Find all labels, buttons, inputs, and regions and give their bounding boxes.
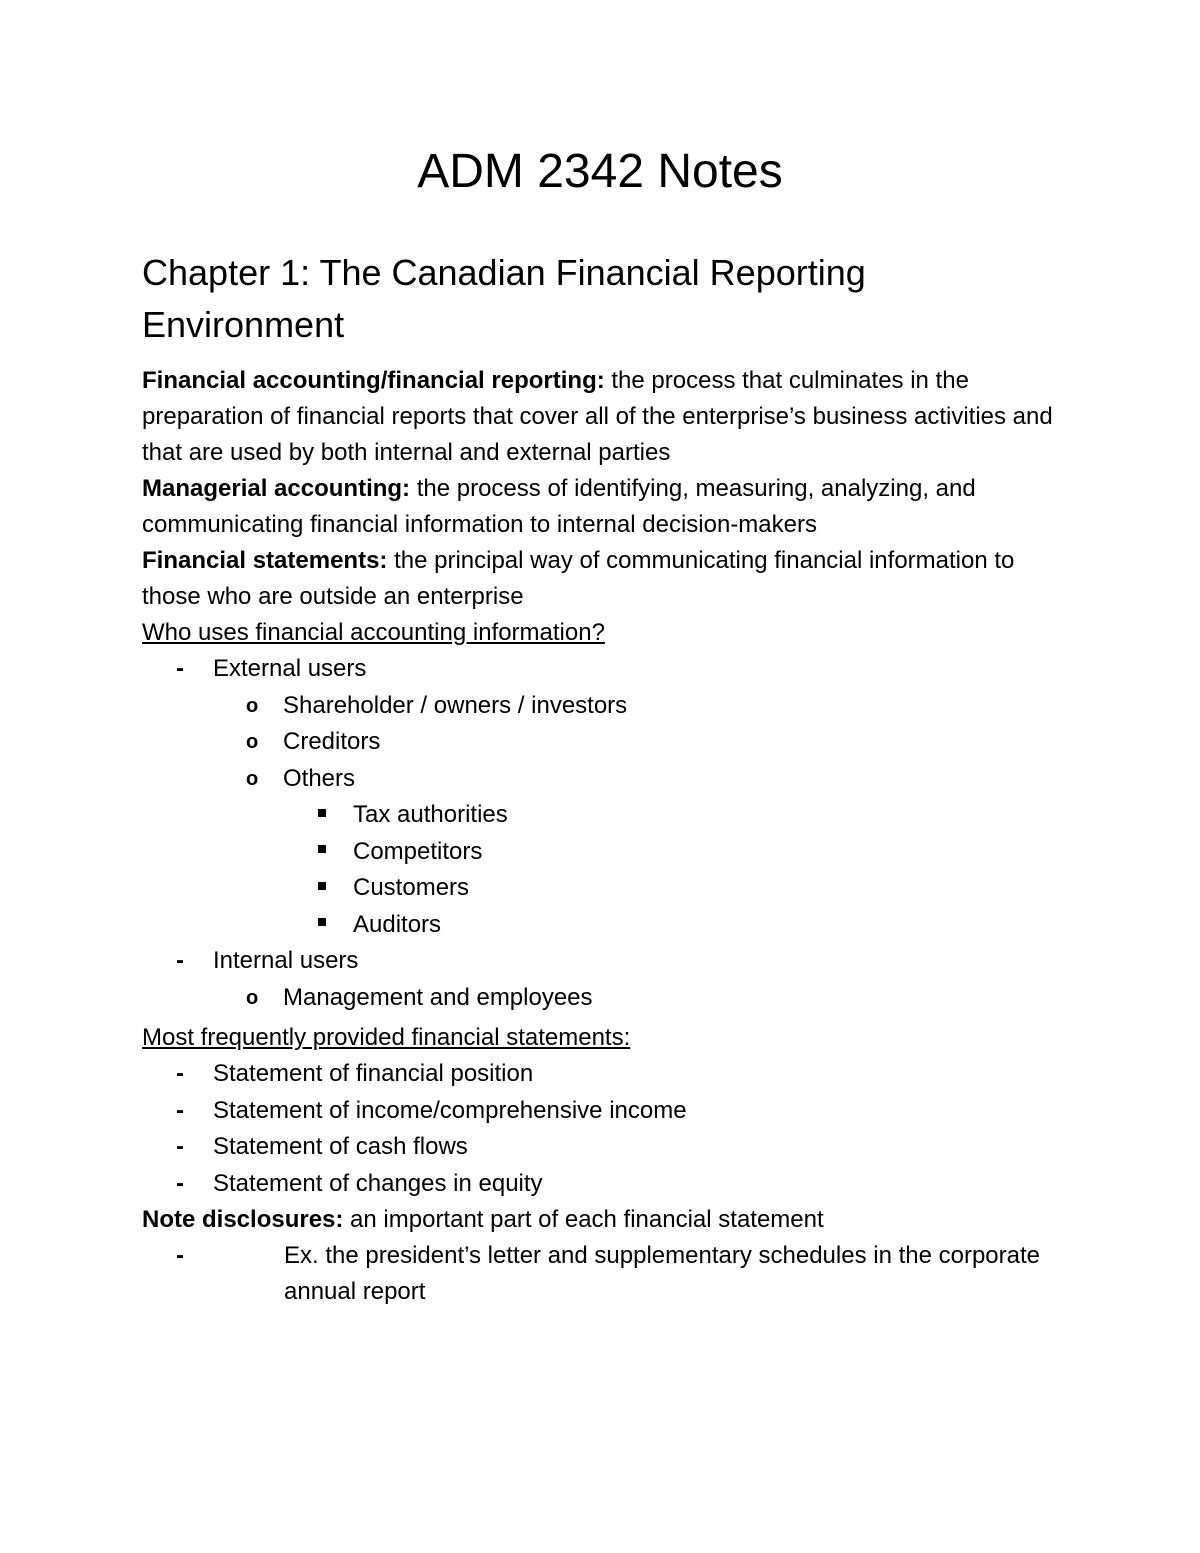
circle-bullet: o	[246, 731, 259, 753]
list-item-text: Statement of income/comprehensive income	[213, 1096, 687, 1124]
list-item-text: Shareholder / owners / investors	[283, 691, 628, 719]
definition-text: an important part of each financial statement	[343, 1206, 824, 1233]
list-item	[142, 1166, 1062, 1203]
list-item	[142, 1056, 1062, 1093]
users-section-heading: Who uses financial accounting information?	[142, 619, 605, 646]
list-item	[142, 688, 1062, 725]
list-item-text: Ex. the president’s letter and supplementary schedules in the corporate annual report	[284, 1242, 1040, 1305]
list-item	[142, 980, 1062, 1017]
dash-bullet: -	[176, 655, 184, 682]
list-item	[142, 797, 1062, 834]
dash-bullet: -	[176, 947, 184, 974]
square-bullet-icon	[318, 870, 338, 907]
definition-text: the process that culminates in the preparation of financial reports that cover all of the enterprise’s business activities and that are used by both internal and external parties	[142, 367, 1053, 466]
document-title: ADM 2342 Notes	[417, 145, 783, 198]
list-item-example	[142, 1238, 1062, 1310]
definition-term: Note disclosures:	[142, 1206, 344, 1233]
definition-managerial-accounting	[142, 471, 1062, 543]
definition-text: the principal way of communicating financial information to those who are outside an enterprise	[142, 547, 1015, 610]
definition-text: the process of identifying, measuring, analyzing, and communicating financial information to internal decision-makers	[142, 475, 976, 538]
list-item-text: Management and employees	[283, 983, 593, 1011]
square-bullet-icon	[318, 907, 338, 944]
dash-bullet: -	[176, 1169, 184, 1197]
list-item-text: Customers	[353, 874, 470, 901]
circle-bullet: o	[246, 767, 259, 790]
list-item	[142, 1093, 1062, 1130]
list-item	[142, 834, 1062, 871]
circle-bullet: o	[246, 694, 259, 717]
dash-bullet: -	[176, 1096, 184, 1124]
dash-bullet: -	[176, 1133, 184, 1160]
statements-section-heading: Most frequently provided financial statements:	[142, 1024, 631, 1051]
list-item-text: Internal users	[213, 947, 359, 974]
document-body	[142, 363, 1062, 1310]
list-item	[142, 1129, 1062, 1166]
list-item-text: Auditors	[353, 910, 442, 938]
dash-bullet: -	[176, 1242, 184, 1269]
list-item	[142, 907, 1062, 944]
list-item-text: External users	[213, 655, 367, 682]
list-item-internal-users	[142, 943, 1062, 980]
list-item-text: Others	[283, 764, 356, 792]
definition-term: Managerial accounting:	[142, 475, 411, 502]
list-item-text: Statement of cash flows	[213, 1133, 468, 1160]
list-item-text: Statement of financial position	[213, 1060, 534, 1087]
list-item-external-users	[142, 651, 1062, 688]
list-item-text: Statement of changes in equity	[213, 1169, 543, 1197]
list-item-text: Creditors	[283, 728, 381, 755]
definition-term: Financial statements:	[142, 547, 388, 574]
definition-financial-statements	[142, 543, 1062, 615]
list-item-text: Tax authorities	[353, 801, 508, 828]
list-item	[142, 870, 1062, 907]
definition-term: Financial accounting/financial reporting:	[142, 367, 605, 394]
list-item-text: Competitors	[353, 837, 483, 865]
list-item	[142, 761, 1062, 798]
square-bullet-icon	[318, 797, 338, 834]
definition-note-disclosures	[142, 1202, 1062, 1238]
definition-financial-accounting	[142, 363, 1062, 471]
list-item	[142, 724, 1062, 761]
dash-bullet: -	[176, 1060, 184, 1087]
circle-bullet: o	[246, 986, 259, 1009]
chapter-heading: Chapter 1: The Canadian Financial Reporting Environment	[142, 252, 866, 345]
square-bullet-icon	[318, 834, 338, 871]
